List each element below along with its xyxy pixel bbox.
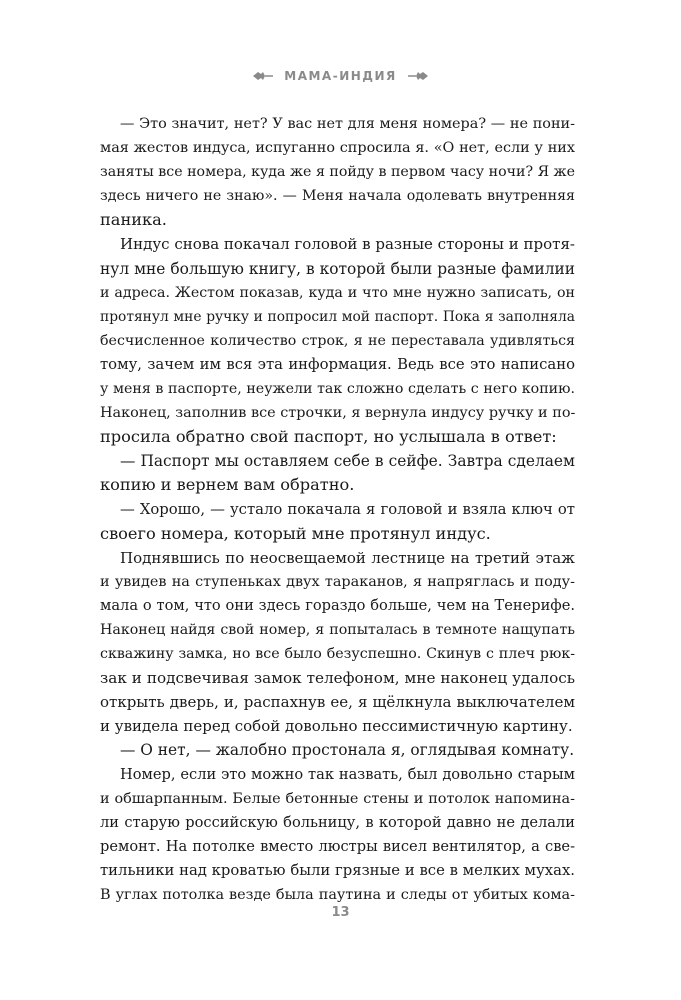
body-text [100, 112, 575, 907]
text-line: Индус снова покачал головой в разные стороны и протя- [120, 235, 575, 254]
text-line: и обшарпанным. Белые бетонные стены и потолок напомина- [100, 790, 575, 807]
ornament-left-icon [252, 70, 274, 82]
text-line: ли старую российскую больницу, в которой давно не делали [100, 813, 575, 831]
text-line: — Паспорт мы оставляем себе в сейфе. Завтра сделаем [120, 452, 575, 471]
text-line: открыть дверь, и, распахнув ее, я щёлкнула выключателем [100, 693, 575, 712]
text-line: Наконец найдя свой номер, я попыталась в темноте нащупать [100, 621, 575, 638]
text-line: нул мне большую книгу, в которой были разные фамилии [100, 259, 575, 278]
text-line: и адреса. Жестом показав, куда и что мне нужно записать, он [100, 284, 575, 301]
text-line: Поднявшись по неосвещаемой лестнице на третий этаж [120, 548, 575, 567]
page-number: 13 [331, 905, 350, 920]
running-header [0, 66, 681, 86]
text-line: скважину замка, но все было безуспешно. Скинув с плеч рюк- [100, 646, 575, 663]
text-line: и увидев на ступеньках двух тараканов, я напряглась и поду- [100, 573, 575, 590]
text-line: просила обратно свой паспорт, но услышала в ответ: [100, 427, 557, 447]
text-line: мая жестов индуса, испуганно спросила я. «О нет, если у них [100, 140, 575, 157]
text-line: В углах потолка везде была паутина и следы от убитых кома- [100, 887, 575, 903]
text-line: тому, зачем им вся эта информация. Ведь все это написано [100, 355, 575, 373]
text-line: Номер, если это можно так назвать, был довольно старым [120, 765, 575, 783]
text-line: — Это значит, нет? У вас нет для меня номера? — не пони- [120, 116, 575, 132]
ornament-right-icon [407, 70, 429, 82]
text-line: Наконец, заполнив все строчки, я вернула индусу ручку и по- [100, 405, 575, 422]
text-line: у меня в паспорте, неужели так сложно сделать с него копию. [100, 381, 575, 398]
text-line: — О нет, — жалобно простонала я, оглядывая комнату. [120, 741, 575, 760]
text-line: — Хорошо, — устало покачала я головой и взяла ключ от [120, 500, 575, 518]
text-line: тильники над кроватью были грязные и все в мелких мухах. [100, 861, 575, 879]
text-line: заняты все номера, куда же я пойду в первом часу ночи? Я же [100, 164, 575, 181]
text-line: и увидела перед собой довольно пессимистичную картину. [100, 717, 573, 736]
text-line: бесчисленное количество строк, я не переставала удивляться [100, 332, 575, 349]
text-line: своего номера, который мне протянул индус. [100, 523, 491, 543]
text-line: мала о том, что они здесь гораздо больше, чем на Тенерифе. [100, 596, 575, 614]
text-line: здесь ничего не знаю». — Меня начала одолевать внутренняя [100, 188, 575, 205]
text-line: ремонт. На потолке вместо люстры висел вентилятор, а све- [100, 837, 575, 855]
header-title: МАМА-ИНДИЯ [284, 69, 397, 83]
text-line: копию и вернем вам обратно. [100, 475, 355, 495]
text-line: протянул мне ручку и попросил мой паспорт. Пока я заполняла [100, 308, 575, 325]
text-line: паника. [100, 210, 167, 230]
text-line: зак и подсвечивая замок телефоном, мне наконец удалось [100, 669, 575, 688]
